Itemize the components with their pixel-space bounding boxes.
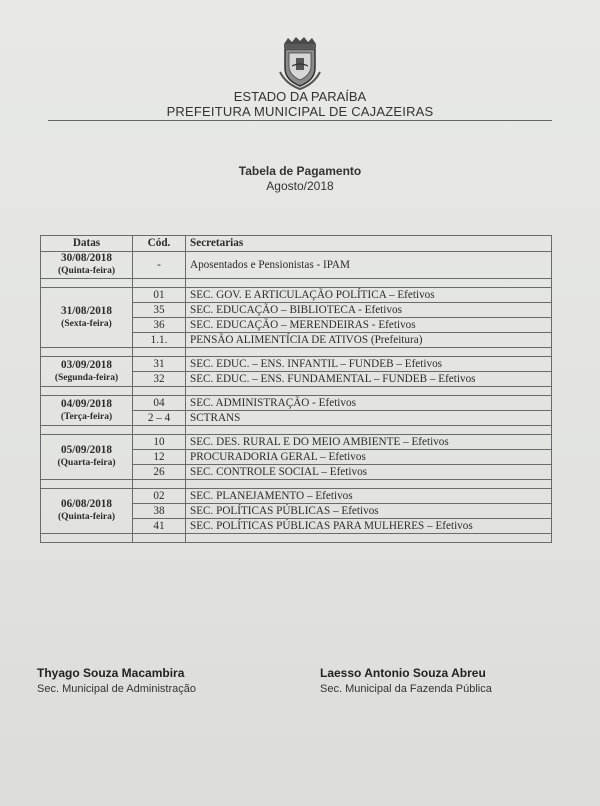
- secretaria-cell: SEC. CONTROLE SOCIAL – Efetivos: [186, 465, 552, 480]
- signatory-name: Thyago Souza Macambira: [37, 666, 185, 680]
- signatory-role: Sec. Municipal de Administração: [37, 683, 196, 695]
- spacer-cell: [41, 426, 133, 435]
- secretaria-cell: SEC. EDUCAÇÃO – BIBLIOTECA - Efetivos: [186, 303, 552, 318]
- secretaria-cell: SEC. POLÍTICAS PÚBLICAS PARA MULHERES – Efetivos: [186, 519, 552, 534]
- table-row: [41, 489, 552, 504]
- code-cell: 01: [133, 288, 186, 303]
- payment-weekday: (Segunda-feira): [54, 372, 119, 383]
- secretaria-cell: Aposentados e Pensionistas - IPAM: [186, 252, 552, 279]
- payment-date: 31/08/2018: [61, 304, 112, 317]
- signature-block-finance: [320, 666, 492, 695]
- spacer-cell: [41, 387, 133, 396]
- state-heading: ESTADO DA PARAÍBA: [233, 89, 367, 104]
- spacer-cell: [186, 387, 552, 396]
- column-header-code: Cód.: [133, 236, 186, 252]
- secretaria-cell: SEC. POLÍTICAS PÚBLICAS – Efetivos: [186, 504, 552, 519]
- spacer-cell: [186, 348, 552, 357]
- payment-date-cell: [41, 252, 133, 279]
- code-cell: 35: [133, 303, 186, 318]
- spacer-cell: [41, 348, 133, 357]
- payment-date-cell: [41, 489, 133, 534]
- spacer-cell: [186, 279, 552, 288]
- table-header-row: [41, 236, 552, 252]
- code-cell: 26: [133, 465, 186, 480]
- secretaria-cell: PROCURADORIA GERAL – Efetivos: [186, 450, 552, 465]
- code-cell: 10: [133, 435, 186, 450]
- table-row: [41, 357, 552, 372]
- payment-weekday: (Sexta-feira): [61, 318, 112, 329]
- spacer-cell: [133, 348, 186, 357]
- payment-weekday: (Terça-feira): [60, 411, 113, 422]
- table-row: [41, 435, 552, 450]
- spacer-cell: [41, 279, 133, 288]
- spacer-cell: [133, 480, 186, 489]
- table-row: [41, 288, 552, 303]
- table-spacer-row: [41, 534, 552, 543]
- table-spacer-row: [41, 480, 552, 489]
- table-spacer-row: [41, 426, 552, 435]
- column-header-secretarias: Secretarias: [186, 236, 552, 252]
- municipal-coat-of-arms-icon: [278, 36, 322, 90]
- spacer-cell: [186, 534, 552, 543]
- table-row: [41, 252, 552, 279]
- payment-date: 30/08/2018: [61, 252, 112, 264]
- code-cell: 02: [133, 489, 186, 504]
- signatory-role: Sec. Municipal da Fazenda Pública: [320, 683, 492, 695]
- code-cell: 32: [133, 372, 186, 387]
- spacer-cell: [41, 480, 133, 489]
- secretaria-cell: SEC. EDUC. – ENS. INFANTIL – FUNDEB – Efetivos: [186, 357, 552, 372]
- spacer-cell: [133, 426, 186, 435]
- code-cell: 36: [133, 318, 186, 333]
- table-spacer-row: [41, 387, 552, 396]
- payment-date: 05/09/2018: [61, 444, 112, 456]
- payment-date-cell: [41, 357, 133, 387]
- secretaria-cell: SEC. EDUCAÇÃO – MERENDEIRAS - Efetivos: [186, 318, 552, 333]
- code-cell: 2 – 4: [133, 411, 186, 426]
- spacer-cell: [186, 426, 552, 435]
- code-cell: 41: [133, 519, 186, 534]
- payment-weekday: (Quarta-feira): [57, 458, 116, 468]
- code-cell: -: [133, 252, 186, 279]
- payment-schedule-table: [40, 235, 552, 543]
- payment-date: 04/09/2018: [61, 397, 112, 410]
- secretaria-cell: SEC. EDUC. – ENS. FUNDAMENTAL – FUNDEB – Efetivos: [186, 372, 552, 387]
- document-title: Tabela de Pagamento: [238, 164, 362, 178]
- header-divider: [48, 120, 552, 121]
- secretaria-cell: SEC. GOV. E ARTICULAÇÃO POLÍTICA – Efetivos: [186, 288, 552, 303]
- payment-date-cell: [41, 435, 133, 480]
- code-cell: 38: [133, 504, 186, 519]
- code-cell: 12: [133, 450, 186, 465]
- secretaria-cell: SEC. PLANEJAMENTO – Efetivos: [186, 489, 552, 504]
- payment-date: 03/09/2018: [61, 358, 112, 371]
- spacer-cell: [41, 534, 133, 543]
- document-subtitle: Agosto/2018: [266, 179, 334, 193]
- column-header-dates: Datas: [41, 236, 133, 252]
- secretaria-cell: SCTRANS: [186, 411, 552, 426]
- spacer-cell: [133, 279, 186, 288]
- table-spacer-row: [41, 348, 552, 357]
- code-cell: 31: [133, 357, 186, 372]
- spacer-cell: [133, 387, 186, 396]
- signature-block-administration: [37, 666, 196, 695]
- code-cell: 04: [133, 396, 186, 411]
- signatory-name: Laesso Antonio Souza Abreu: [320, 666, 486, 680]
- spacer-cell: [133, 534, 186, 543]
- payment-date-cell: [41, 288, 133, 348]
- payment-date-cell: [41, 396, 133, 426]
- spacer-cell: [186, 480, 552, 489]
- secretaria-cell: PENSÃO ALIMENTÍCIA DE ATIVOS (Prefeitura): [186, 333, 552, 348]
- table-spacer-row: [41, 279, 552, 288]
- secretaria-cell: SEC. DES. RURAL E DO MEIO AMBIENTE – Efetivos: [186, 435, 552, 450]
- payment-weekday: (Quinta-feira): [58, 512, 115, 522]
- city-hall-heading: PREFEITURA MUNICIPAL DE CAJAZEIRAS: [166, 104, 434, 119]
- code-cell: 1.1.: [133, 333, 186, 348]
- payment-date: 06/08/2018: [61, 498, 112, 510]
- secretaria-cell: SEC. ADMINISTRAÇÃO - Efetivos: [186, 396, 552, 411]
- table-row: [41, 396, 552, 411]
- payment-weekday: (Quinta-feira): [58, 266, 115, 276]
